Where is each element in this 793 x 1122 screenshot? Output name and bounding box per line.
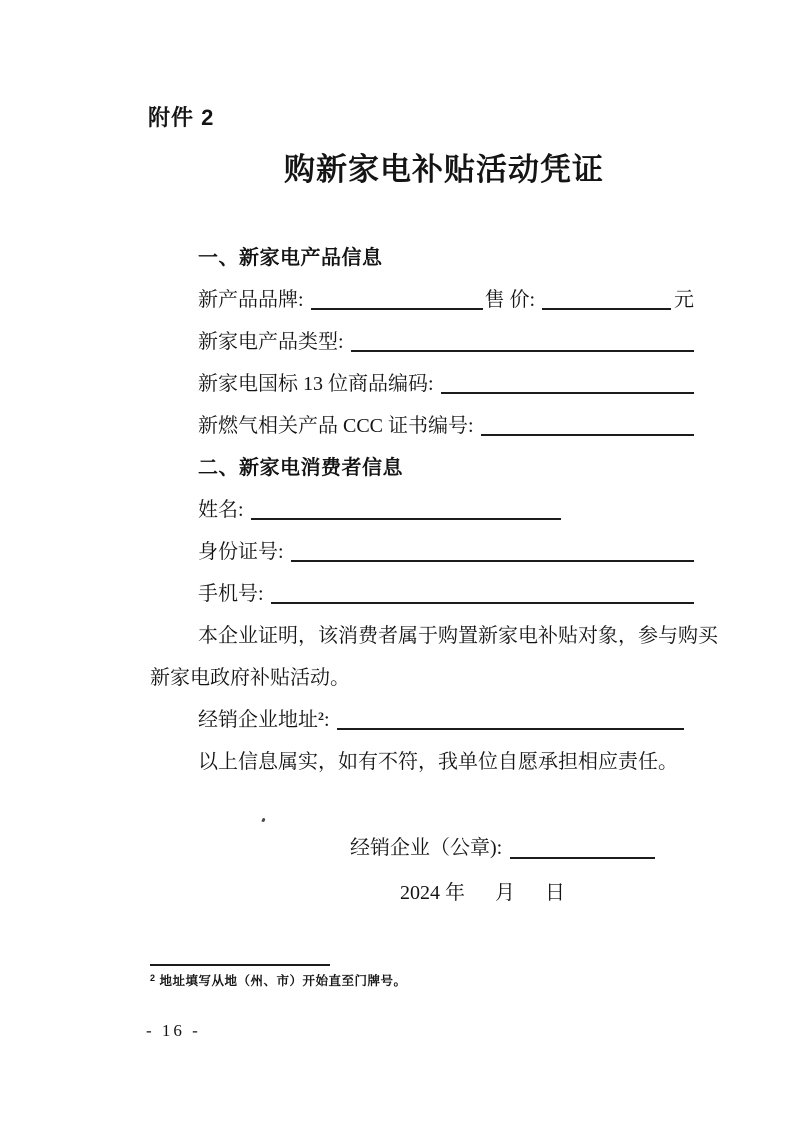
form-body <box>150 230 718 776</box>
name-label: 姓名: <box>198 499 244 521</box>
ccc-cert-row <box>150 398 694 440</box>
signature-block <box>150 818 694 905</box>
footnote-ref-superscript: 2 <box>318 709 324 723</box>
company-seal-label: 经销企业（公章): <box>350 837 503 859</box>
date-day-label: 日 <box>545 882 565 904</box>
footnote-text-line <box>150 971 694 989</box>
date-month-label: 月 <box>495 882 515 904</box>
brand-price-row <box>150 272 694 314</box>
phone-blank-line <box>271 602 694 604</box>
id-number-row <box>150 524 694 566</box>
section2-heading-row <box>150 440 694 482</box>
brand-label: 新产品品牌: <box>198 289 304 311</box>
footnote-divider <box>150 964 330 966</box>
brand-blank-line <box>311 308 483 310</box>
date-row <box>400 876 694 905</box>
product-type-label: 新家电产品类型: <box>198 331 344 353</box>
barcode-blank-line <box>441 392 694 394</box>
statement-text-2: 新家电政府补贴活动。 <box>150 667 350 689</box>
phone-label: 手机号: <box>198 583 264 605</box>
id-number-label: 身份证号: <box>198 541 284 563</box>
price-blank-line <box>542 308 671 310</box>
section1-heading: 一、新家电产品信息 <box>198 247 383 269</box>
company-seal-blank-line <box>510 857 655 859</box>
page-number: - 16 - <box>146 1021 201 1040</box>
footnote-block <box>150 964 694 989</box>
page-title: 购新家电补贴活动凭证 <box>284 152 604 187</box>
product-type-blank-line <box>351 350 694 352</box>
disclaimer-row <box>150 734 694 776</box>
company-seal-row <box>350 818 694 862</box>
ccc-cert-blank-line <box>481 434 694 436</box>
price-label: 售 价: <box>484 289 536 311</box>
disclaimer-text: 以上信息属实，如有不符，我单位自愿承担相应责任。 <box>198 751 678 773</box>
statement-line-1 <box>150 608 718 650</box>
phone-row <box>150 566 694 608</box>
price-unit-label: 元 <box>674 289 694 311</box>
dealer-address-label: 经销企业地址$^2$: <box>198 709 330 731</box>
section1-heading-row <box>150 230 694 272</box>
attachment-label: 附件 2 <box>148 105 215 130</box>
statement-line-2 <box>150 650 694 692</box>
barcode-label: 新家电国标 13 位商品编码: <box>198 373 434 395</box>
date-year-label: 2024 年 <box>400 882 465 904</box>
barcode-row <box>150 356 694 398</box>
section2-heading: 二、新家电消费者信息 <box>198 457 403 479</box>
id-number-blank-line <box>291 560 694 562</box>
product-type-row <box>150 314 694 356</box>
footnote-text: 地址填写从地（州、市）开始直至门牌号。 <box>159 974 407 988</box>
dealer-address-row <box>150 692 694 734</box>
footnote-marker: 2 <box>150 973 156 983</box>
name-row <box>150 482 694 524</box>
statement-text-1: 本企业证明，该消费者属于购置新家电补贴对象，参与购买 <box>198 625 718 647</box>
ccc-cert-label: 新燃气相关产品 CCC 证书编号: <box>198 415 474 437</box>
dealer-address-blank-line <box>337 728 684 730</box>
name-blank-line <box>251 518 561 520</box>
